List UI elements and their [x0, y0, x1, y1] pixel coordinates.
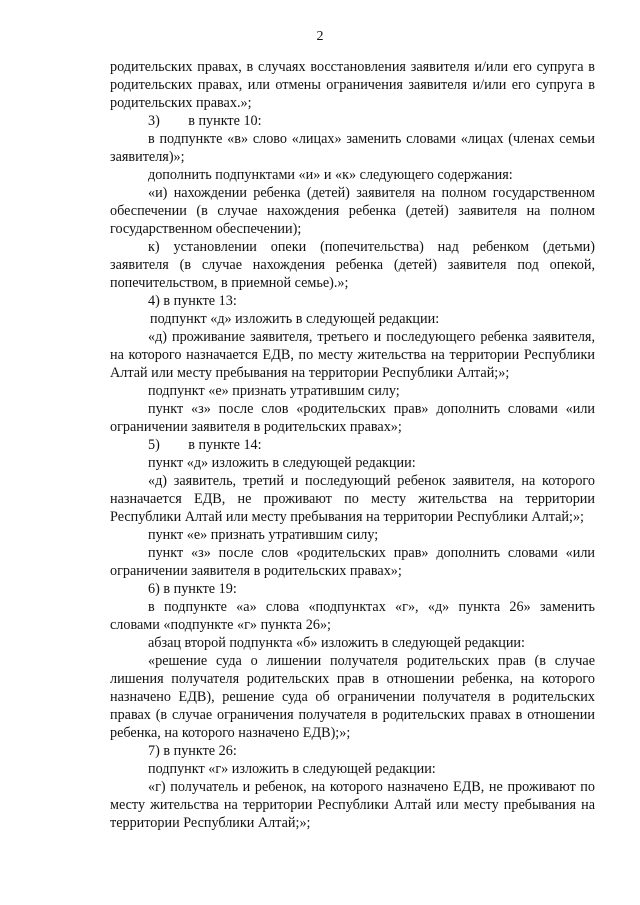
paragraph: в подпункте «в» слово «лицах» заменить словами «лицах (членах семьи заявителя)»;	[110, 131, 595, 165]
paragraph: в подпункте «а» слова «подпунктах «г», «д» пункта 26» заменить словами «подпункте «г» пункта 26»;	[110, 599, 595, 633]
paragraph: родительских правах, в случаях восстановления заявителя и/или его супруга в родительских правах, или отмены ограничения заявителя и/или его супруга в родительских правах.»;	[110, 59, 595, 111]
paragraph: 4) в пункте 13:	[148, 293, 237, 309]
paragraph: «решение суда о лишении получателя родительских прав (в случае лишения получателя родительских прав в отношении ребенка, на которого назначено ЕДВ), решение суда об ограничении получателя в родительских правах (в случае ограничения получателя в родительских правах в отношении ребенка, на которого назначено ЕДВ);»;	[110, 653, 595, 741]
paragraph: пункт «з» после слов «родительских прав» дополнить словами «или ограничении заявителя в родительских правах»;	[110, 401, 595, 435]
paragraph: к) установлении опеки (попечительства) над ребенком (детьми) заявителя (в случае нахождения ребенка (детей) заявителя под опекой, попечительством, в приемной семье).»;	[110, 239, 595, 291]
paragraph: подпункт «е» признать утратившим силу;	[148, 383, 400, 399]
paragraph: пункт «з» после слов «родительских прав» дополнить словами «или ограничении заявителя в родительских правах»;	[110, 545, 595, 579]
paragraph: пункт «е» признать утратившим силу;	[148, 527, 379, 543]
paragraph: пункт «д» изложить в следующей редакции:	[148, 455, 416, 471]
paragraph: «д) проживание заявителя, третьего и последующего ребенка заявителя, на которого назначается ЕДВ, по месту жительства на территории Республики Алтай или месту пребывания на территории Республики Алтай;»;	[110, 329, 595, 381]
paragraph: «г) получатель и ребенок, на которого назначено ЕДВ, не проживают по месту жительства на территории Республики Алтай или месту пребывания на территории Республики Алтай;»;	[110, 779, 595, 831]
document-body	[110, 58, 595, 832]
paragraph: «д) заявитель, третий и последующий ребенок заявителя, на которого назначается ЕДВ, не проживают по месту жительства на территории Республики Алтай или месту пребывания на территории Республики Алтай;»;	[110, 473, 595, 525]
paragraph: подпункт «г» изложить в следующей редакции:	[148, 761, 436, 777]
paragraph: 6) в пункте 19:	[148, 581, 237, 597]
paragraph: абзац второй подпункта «б» изложить в следующей редакции:	[148, 635, 525, 651]
page-number: 2	[316, 29, 324, 44]
paragraph: дополнить подпунктами «и» и «к» следующего содержания:	[148, 167, 513, 183]
paragraph: подпункт «д» изложить в следующей редакции:	[150, 311, 440, 327]
paragraph: 3) в пункте 10:	[148, 113, 262, 129]
paragraph: 7) в пункте 26:	[148, 743, 237, 759]
paragraph: 5) в пункте 14:	[148, 437, 262, 453]
paragraph: «и) нахождении ребенка (детей) заявителя на полном государственном обеспечении (в случае нахождения ребенка (детей) заявителя на полном государственном обеспечении);	[110, 185, 595, 237]
